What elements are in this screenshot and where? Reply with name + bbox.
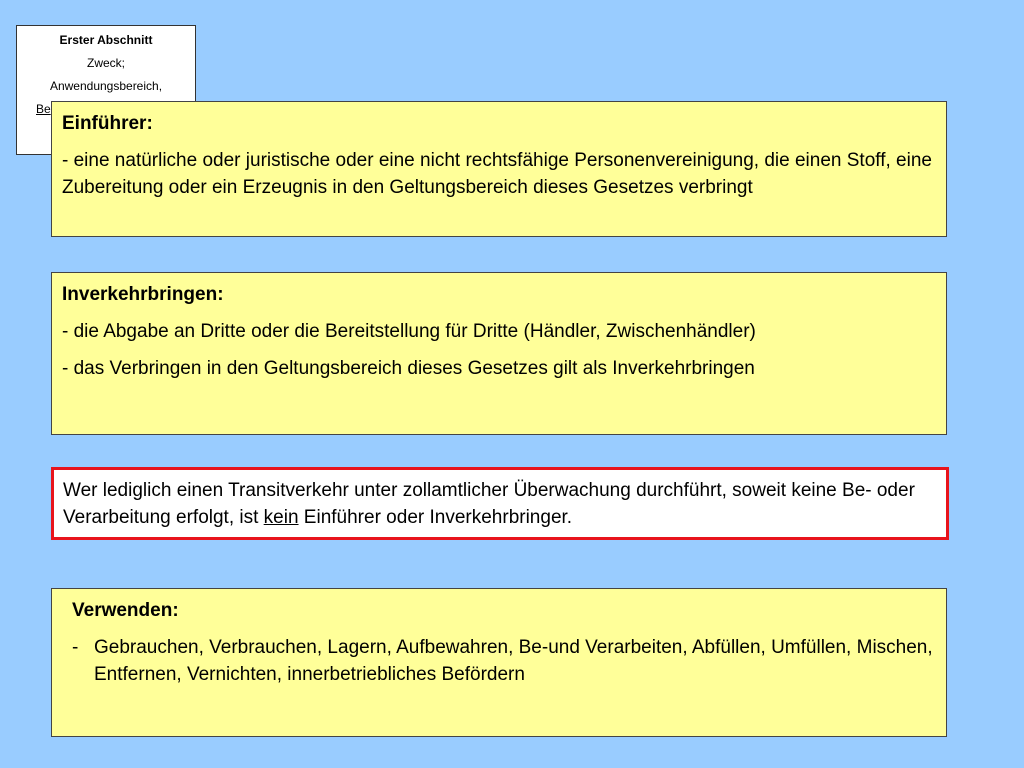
verwenden-text: Gebrauchen, Verbrauchen, Lagern, Aufbewahren, Be-und Verarbeiten, Abfüllen, Umfüllen, Mischen, Entfernen, Vernichten, innerbetriebliches Befördern: [94, 637, 933, 685]
einfuehrer-text: - eine natürliche oder juristische oder eine nicht rechtsfähige Personenvereinigung, die einen Stoff, eine Zubereitung oder ein Erzeugnis in den Geltungsbereich dieses Gesetzes verbringt: [62, 150, 932, 198]
verwenden-dash: -: [72, 637, 79, 658]
transit-notice: [51, 467, 949, 540]
transit-notice-before: Wer lediglich einen Transitverkehr unter zollamtlicher Überwachung durchführt, soweit keine Be- oder Verarbeitung erfolgt, ist: [63, 480, 915, 528]
definition-einfuehrer: [51, 101, 947, 237]
section-link-partial[interactable]: Be: [36, 102, 51, 116]
inverkehrbringen-item-1: - die Abgabe an Dritte oder die Bereitstellung für Dritte (Händler, Zwischenhändler): [62, 321, 756, 342]
transit-notice-emphasis: kein: [263, 507, 299, 528]
verwenden-item: [72, 634, 936, 688]
section-line-zweck: Zweck;: [86, 56, 125, 70]
section-line-anwendungsbereich: Anwendungsbereich,: [49, 79, 163, 93]
einfuehrer-heading: Einführer:: [62, 113, 153, 134]
inverkehrbringen-heading: Inverkehrbringen:: [62, 284, 224, 305]
section-title: Erster Abschnitt: [59, 33, 153, 47]
definition-inverkehrbringen: [51, 272, 947, 435]
transit-notice-text: [63, 477, 937, 531]
definition-verwenden: [51, 588, 947, 737]
verwenden-heading: Verwenden:: [72, 600, 179, 621]
inverkehrbringen-item-2: - das Verbringen in den Geltungsbereich dieses Gesetzes gilt als Inverkehrbringen: [62, 358, 755, 379]
transit-notice-after: Einführer oder Inverkehrbringer.: [298, 507, 573, 528]
